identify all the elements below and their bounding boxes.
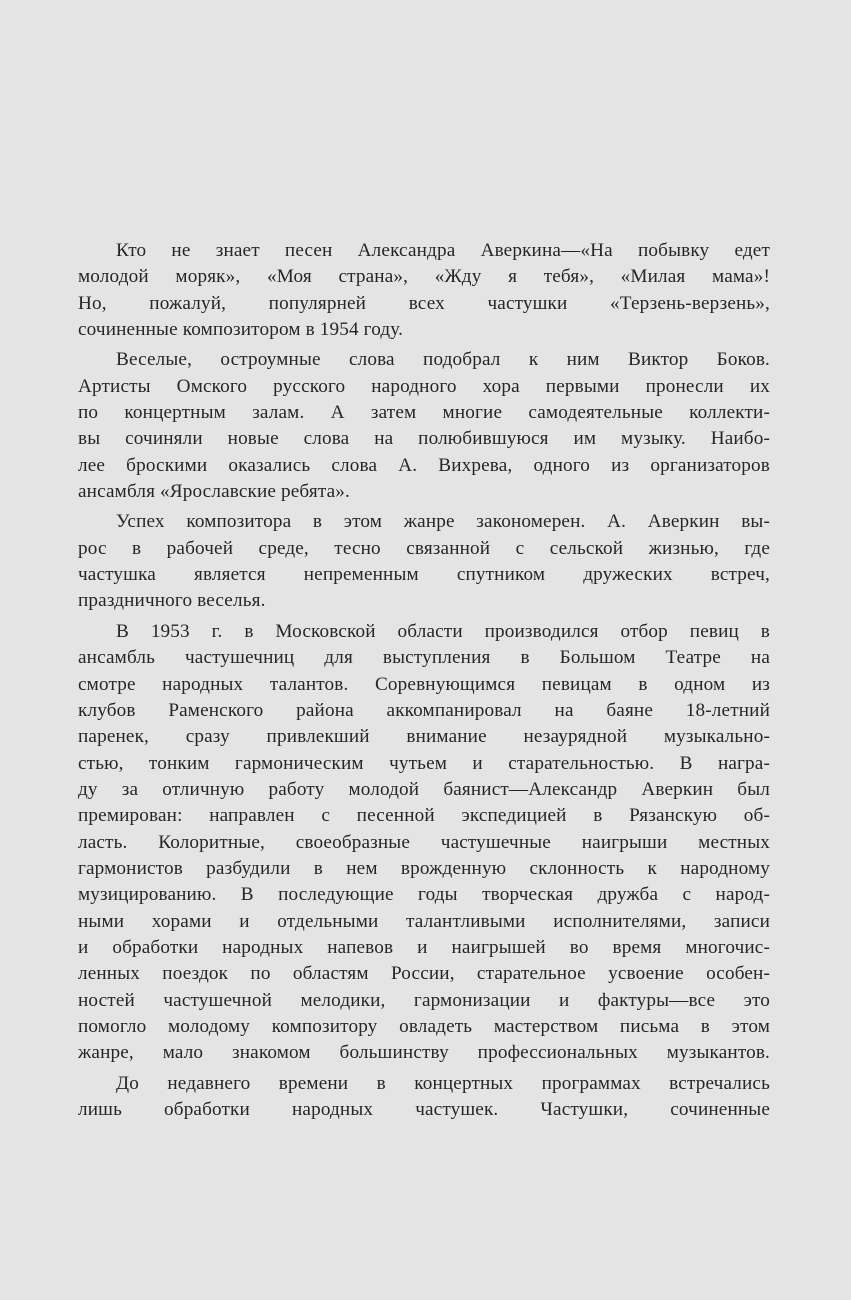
text-line: Веселые, остроумные слова подобрал к ним Виктор Боков. xyxy=(116,349,770,371)
text-line: лее броскими оказались слова А. Вихрева, одного из организаторов xyxy=(78,454,770,476)
text-line: ду за отличную работу молодой баянист—Александр Аверкин был xyxy=(78,778,770,800)
paragraph-1 xyxy=(78,238,770,343)
text-line: ансамбль частушечниц для выступления в Большом Театре на xyxy=(78,647,770,669)
text-line: стью, тонким гармоническим чутьем и старательностью. В награ- xyxy=(78,752,770,774)
paragraph-4 xyxy=(78,619,770,1067)
paragraph-5 xyxy=(78,1071,770,1124)
text-line: смотре народных талантов. Соревнующимся певицам в одном из xyxy=(78,673,770,695)
text-line: Успех композитора в этом жанре закономерен. А. Аверкин вы- xyxy=(116,511,770,533)
text-line: молодой моряк», «Моя страна», «Жду я тебя», «Милая мама»! xyxy=(78,266,770,288)
text-line: и обработки народных напевов и наигрышей во время многочис- xyxy=(78,936,770,958)
text-line: ными хорами и отдельными талантливыми исполнителями, записи xyxy=(78,910,770,932)
text-line: жанре, мало знакомом большинству профессиональных музыкантов. xyxy=(78,1042,770,1064)
text-line: премирован: направлен с песенной экспедицией в Рязанскую об- xyxy=(78,805,770,827)
text-line: паренек, сразу привлекший внимание незаурядной музыкально- xyxy=(78,726,770,748)
text-line: сочиненные композитором в 1954 году. xyxy=(78,319,404,341)
text-line: по концертным залам. А затем многие самодеятельные коллекти- xyxy=(78,402,770,424)
text-line: ласть. Колоритные, своеобразные частушечные наигрыши местных xyxy=(78,831,770,853)
text-line: гармонистов разбудили в нем врожденную склонность к народному xyxy=(78,857,770,879)
text-line: ностей частушечной мелодики, гармонизации и фактуры—все это xyxy=(78,989,770,1011)
text-line: Артисты Омского русского народного хора первыми пронесли их xyxy=(78,375,770,397)
text-line: До недавнего времени в концертных программах встречались xyxy=(116,1072,770,1094)
text-line: праздничного веселья. xyxy=(78,590,266,612)
text-line: лишь обработки народных частушек. Частушки, сочиненные xyxy=(78,1099,770,1120)
text-line: рос в рабочей среде, тесно связанной с сельской жизнью, где xyxy=(78,537,770,559)
text-line: частушка является непременным спутником дружеских встреч, xyxy=(78,564,770,586)
text-line: В 1953 г. в Московской области производился отбор певиц в xyxy=(116,620,770,642)
text-line: вы сочиняли новые слова на полюбившуюся им музыку. Наибо- xyxy=(78,428,770,450)
text-line: Но, пожалуй, популярней всех частушки «Терзень-верзень», xyxy=(78,292,770,314)
body-text xyxy=(78,238,770,1127)
paragraph-3 xyxy=(78,509,770,614)
text-line: ленных поездок по областям России, старательное усвоение особен- xyxy=(78,963,770,985)
text-line: Кто не знает песен Александра Аверкина—«На побывку едет xyxy=(116,240,770,261)
paragraph-2 xyxy=(78,347,770,505)
text-line: ансамбля «Ярославские ребята». xyxy=(78,481,350,503)
text-line: клубов Раменского района аккомпанировал на баяне 18-летний xyxy=(78,699,770,721)
text-line: музицированию. В последующие годы творческая дружба с народ- xyxy=(78,884,770,906)
text-line: помогло молодому композитору овладеть мастерством письма в этом xyxy=(78,1015,770,1037)
